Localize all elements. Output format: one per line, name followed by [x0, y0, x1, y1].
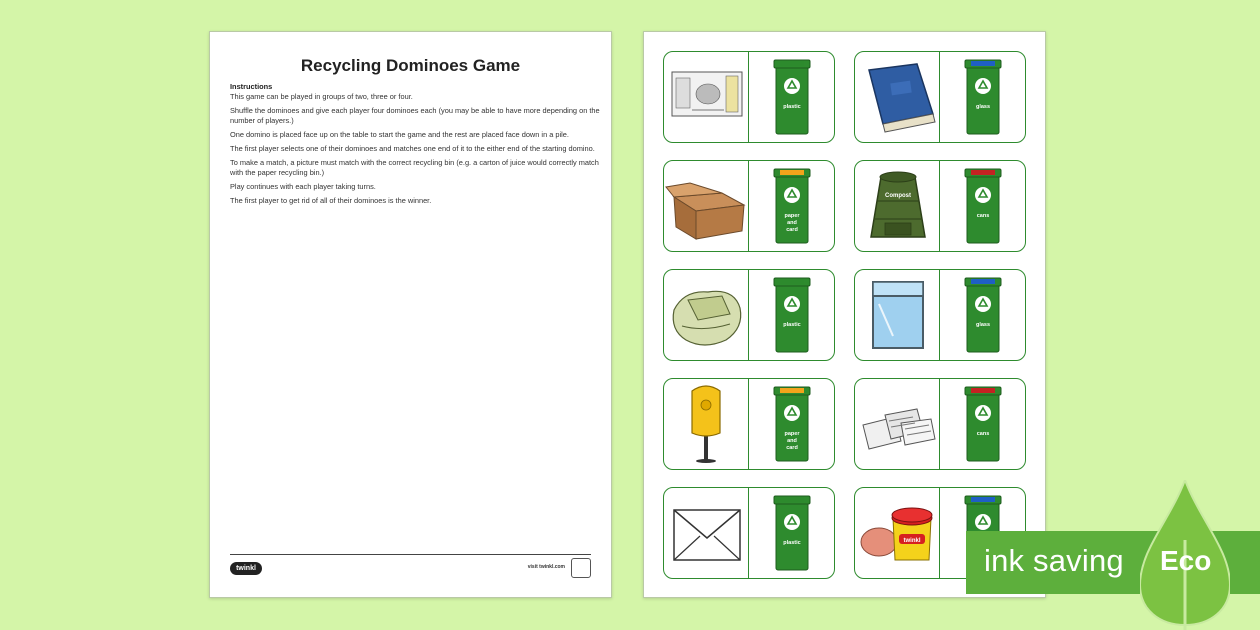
domino-bin-half [940, 52, 1025, 142]
domino-card [663, 51, 835, 143]
recycling-bin-icon [772, 276, 812, 354]
twinkl-logo: twinkl [230, 562, 262, 575]
bin-label: and [787, 438, 797, 444]
item-label: twinkl [903, 538, 921, 544]
recycling-bin-icon [772, 58, 812, 136]
recycling-bin-icon [772, 385, 812, 463]
instructions-heading: Instructions [230, 82, 273, 91]
crumpled-packaging-icon [664, 270, 750, 360]
domino-card [854, 51, 1026, 143]
compost-bin-icon [855, 161, 941, 251]
envelope-icon [664, 488, 750, 578]
page-title: Recycling Dominoes Game [300, 56, 521, 75]
domino-picture-half [855, 379, 940, 469]
instruction-line: Shuffle the dominoes and give each player four dominoes each (you may be able to have more depending on the number of players.) [230, 105, 600, 125]
domino-card [663, 378, 835, 470]
domino-bin-half [749, 161, 834, 251]
footer-badge-icon [571, 558, 591, 578]
domino-bin-half [749, 379, 834, 469]
domino-picture-half [855, 270, 940, 360]
bin-label: glass [975, 104, 991, 110]
bin-label: card [786, 445, 798, 451]
instruction-line: The first player selects one of their dominoes and matches one end of it to the either end of the starting domino. [230, 143, 595, 153]
bin-label: cans [976, 431, 990, 437]
domino-picture-half [855, 161, 940, 251]
domino-card [854, 269, 1026, 361]
domino-bin-half [749, 52, 834, 142]
domino-bin-half [940, 270, 1025, 360]
domino-picture-half [664, 379, 749, 469]
bin-label: and [787, 220, 797, 226]
bin-label: plastic [783, 104, 801, 110]
instruction-line: The first player to get rid of all of their dominoes is the winner. [230, 195, 432, 205]
recycling-bin-icon [963, 385, 1003, 463]
cardboard-box-icon [664, 161, 750, 251]
domino-card [663, 160, 835, 252]
domino-bin-half [940, 379, 1025, 469]
instruction-line: One domino is placed face up on the table to start the game and the rest are placed face down in a pile. [230, 129, 569, 139]
window-icon [855, 270, 941, 360]
domino-card [854, 160, 1026, 252]
bin-label: cans [976, 213, 990, 219]
newspapers-icon [855, 379, 941, 469]
domino-picture-half [855, 488, 940, 578]
domino-card [854, 378, 1026, 470]
domino-bin-half [940, 161, 1025, 251]
instructions-block [230, 82, 602, 210]
bin-label: plastic [783, 322, 801, 328]
bin-label: card [786, 227, 798, 233]
recycling-bin-icon [963, 167, 1003, 245]
instruction-line: To make a match, a picture must match with the correct recycling bin (e.g. a carton of juice would correctly match with the paper recycling bin.) [230, 157, 599, 177]
bin-label: paper [784, 213, 800, 219]
recycling-bin-icon [963, 276, 1003, 354]
item-label: Compost [885, 193, 911, 199]
domino-picture-half [855, 52, 940, 142]
bin-label: glass [975, 322, 991, 328]
footer-url: visit twinkl.com [527, 564, 565, 570]
instruction-line: Play continues with each player taking turns. [230, 181, 376, 191]
domino-picture-half [664, 52, 749, 142]
domino-bin-half [749, 270, 834, 360]
domino-card [663, 487, 835, 579]
domino-card [663, 269, 835, 361]
recycling-bin-icon [772, 167, 812, 245]
domino-picture-half [664, 488, 749, 578]
instructions-page [209, 31, 612, 598]
instruction-line: This game can be played in groups of two, three or four. [230, 91, 413, 101]
footer-divider [230, 554, 591, 555]
bin-label: plastic [783, 540, 801, 546]
recycling-bin-icon [772, 494, 812, 572]
bin-label: paper [784, 431, 800, 437]
dominoes-page [643, 31, 1046, 598]
domino-picture-half [664, 270, 749, 360]
banner-text: ink saving [984, 543, 1124, 578]
domino-bin-half [749, 488, 834, 578]
playdough-tub-icon [855, 488, 941, 578]
domino-picture-half [664, 161, 749, 251]
book-icon [855, 52, 941, 142]
street-litter-bin-icon [664, 379, 750, 469]
eco-badge-text: Eco [1160, 545, 1212, 576]
recycling-bin-icon [963, 58, 1003, 136]
ticket-icon [664, 52, 750, 142]
